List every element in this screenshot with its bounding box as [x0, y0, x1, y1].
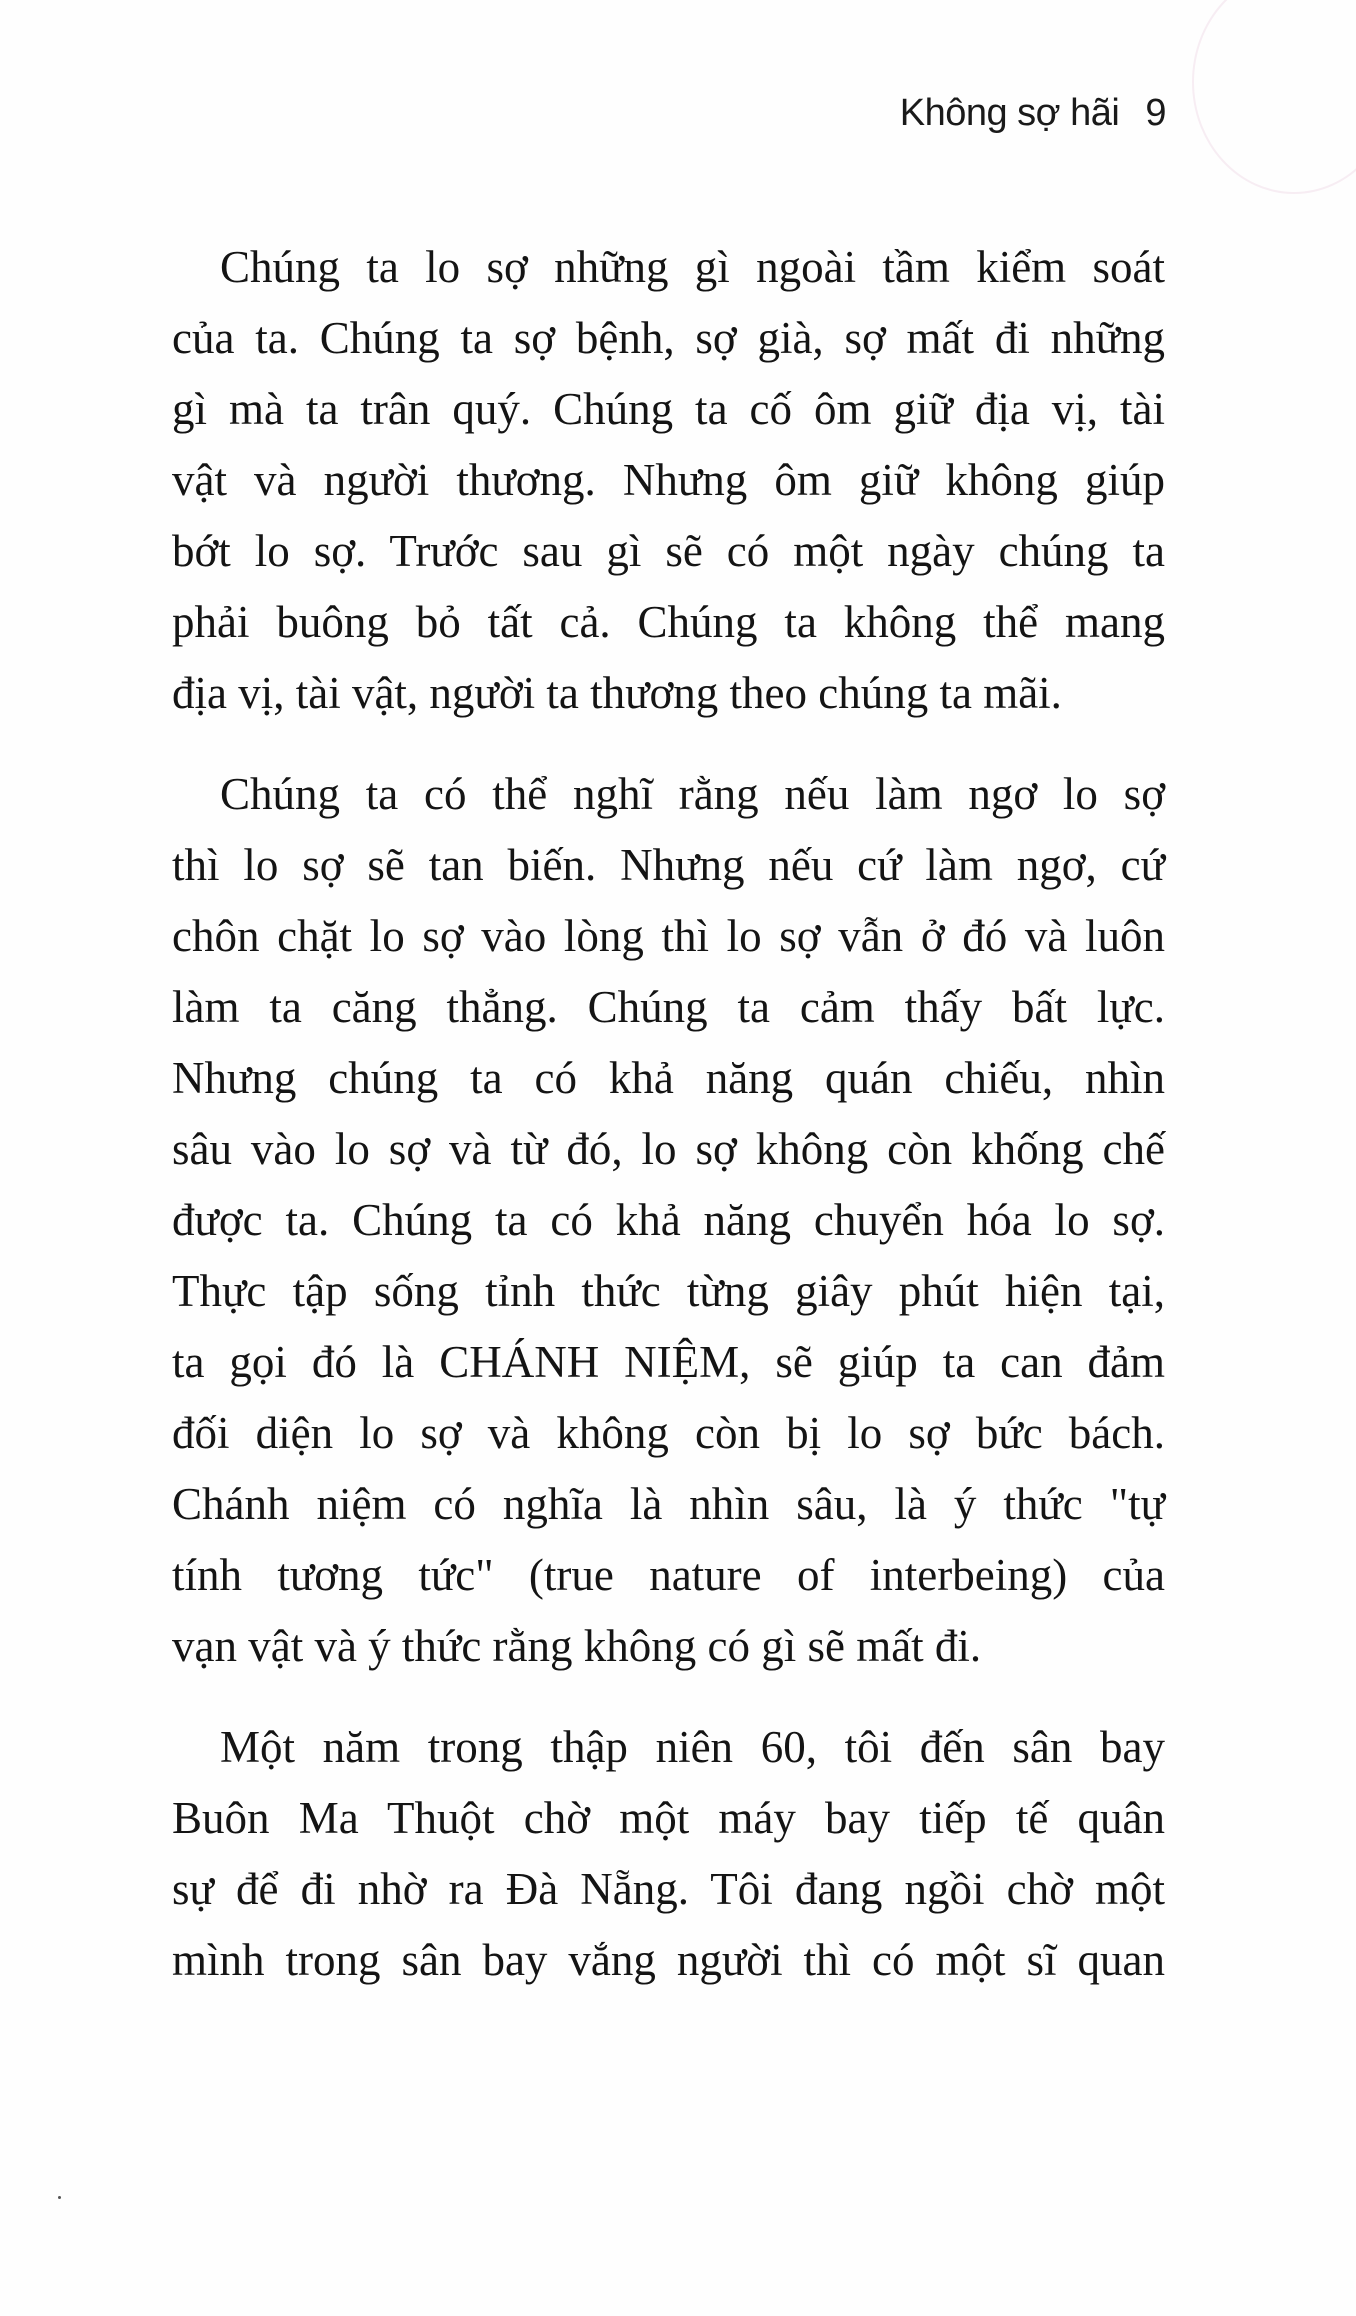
- text-line: địa vị, tài vật, người ta thương theo chúng ta mãi.: [172, 668, 1062, 718]
- text-line: Chúng ta lo sợ những gì ngoài tầm kiểm soát: [220, 242, 1165, 292]
- page-margin-decoration: [1192, 0, 1356, 194]
- page-number: 9: [1145, 92, 1166, 134]
- text-line: Buôn Ma Thuột chờ một máy bay tiếp tế quân: [172, 1793, 1165, 1843]
- scan-speck: [58, 2196, 61, 2199]
- text-line: thì lo sợ sẽ tan biến. Nhưng nếu cứ làm ngơ, cứ: [172, 840, 1165, 890]
- running-header: [900, 92, 1166, 135]
- text-line: Nhưng chúng ta có khả năng quán chiếu, nhìn: [172, 1053, 1165, 1103]
- text-line: Một năm trong thập niên 60, tôi đến sân bay: [220, 1722, 1165, 1772]
- text-line: được ta. Chúng ta có khả năng chuyển hóa lo sợ.: [172, 1195, 1165, 1245]
- text-line: vạn vật và ý thức rằng không có gì sẽ mất đi.: [172, 1621, 982, 1671]
- text-line: của ta. Chúng ta sợ bệnh, sợ già, sợ mất đi những: [172, 313, 1165, 363]
- paragraph: [172, 232, 1165, 729]
- text-line: gì mà ta trân quý. Chúng ta cố ôm giữ địa vị, tài: [172, 384, 1165, 434]
- text-line: vật và người thương. Nhưng ôm giữ không giúp: [172, 455, 1165, 505]
- text-line: Thực tập sống tỉnh thức từng giây phút hiện tại,: [172, 1266, 1165, 1316]
- text-line: ta gọi đó là CHÁNH NIỆM, sẽ giúp ta can đảm: [172, 1337, 1165, 1387]
- body-text: [172, 232, 1165, 2026]
- text-line: sự để đi nhờ ra Đà Nẵng. Tôi đang ngồi chờ một: [172, 1864, 1165, 1914]
- text-line: Chúng ta có thể nghĩ rằng nếu làm ngơ lo sợ: [220, 769, 1165, 819]
- text-line: mình trong sân bay vắng người thì có một sĩ quan: [172, 1935, 1165, 1985]
- chapter-title: Không sợ hãi: [899, 92, 1120, 134]
- text-line: sâu vào lo sợ và từ đó, lo sợ không còn khống chế: [172, 1124, 1165, 1174]
- text-line: đối diện lo sợ và không còn bị lo sợ bức bách.: [172, 1408, 1165, 1458]
- paragraph: [172, 759, 1165, 1682]
- text-line: làm ta căng thẳng. Chúng ta cảm thấy bất lực.: [172, 982, 1165, 1032]
- text-line: chôn chặt lo sợ vào lòng thì lo sợ vẫn ở đó và luôn: [172, 911, 1165, 961]
- paragraph: [172, 1712, 1165, 1996]
- text-line: phải buông bỏ tất cả. Chúng ta không thể mang: [172, 597, 1165, 647]
- text-line: Chánh niệm có nghĩa là nhìn sâu, là ý thức "tự: [172, 1479, 1165, 1529]
- text-line: tính tương tức" (true nature of interbeing) của: [172, 1550, 1165, 1600]
- text-line: bớt lo sợ. Trước sau gì sẽ có một ngày chúng ta: [172, 526, 1165, 576]
